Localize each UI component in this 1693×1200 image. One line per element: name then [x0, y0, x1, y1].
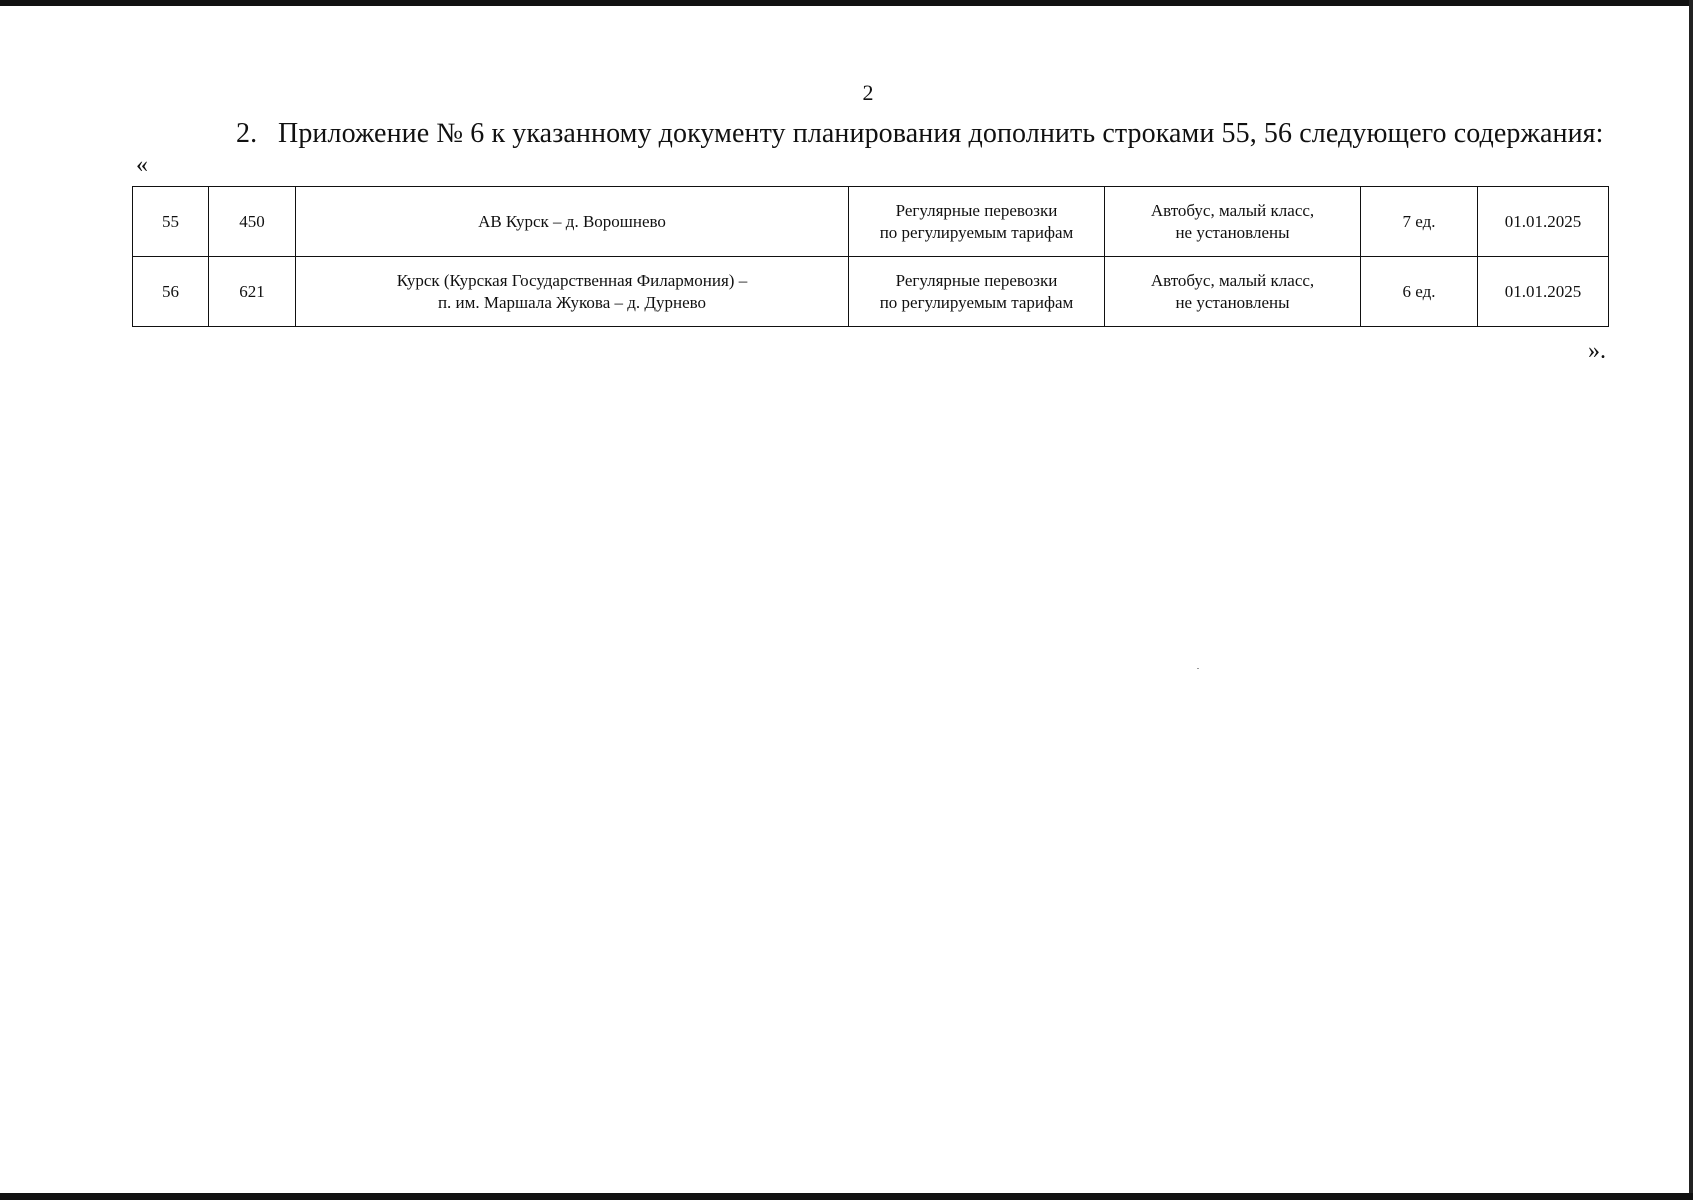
cell-vehicle [1105, 257, 1361, 327]
instruction-text: Приложение № 6 к указанному документу планирования дополнить строками 55, 56 следующего содержания: [278, 118, 1604, 149]
cell-date: 01.01.2025 [1478, 187, 1609, 257]
opening-quote: « [136, 152, 148, 178]
cell-units: 7 ед. [1361, 187, 1478, 257]
scan-speck [1197, 668, 1199, 669]
scan-border-right [1689, 0, 1693, 1200]
cell-route-number: 621 [209, 257, 296, 327]
instruction-paragraph [236, 118, 1604, 150]
route-name-line-2: п. им. Маршала Жукова – д. Дурнево [437, 292, 707, 312]
cell-transport-type [849, 257, 1105, 327]
transport-type-line-2: по регулируемым тарифам [879, 292, 1074, 312]
cell-route-number: 450 [209, 187, 296, 257]
cell-date: 01.01.2025 [1478, 257, 1609, 327]
route-name-line-1: Курск (Курская Государственная Филармония) – [396, 270, 748, 290]
scan-border-bottom [0, 1193, 1693, 1200]
table-row [133, 257, 1609, 327]
vehicle-line-1: Автобус, малый класс, [1150, 270, 1315, 290]
cell-units: 6 ед. [1361, 257, 1478, 327]
page-number: 2 [862, 80, 874, 105]
cell-vehicle [1105, 187, 1361, 257]
cell-route-name [296, 257, 849, 327]
cell-row-number: 56 [133, 257, 209, 327]
cell-transport-type [849, 187, 1105, 257]
vehicle-line-2: не установлены [1175, 222, 1290, 242]
table-row [133, 187, 1609, 257]
instruction-number: 2. [236, 118, 258, 149]
scan-border-top [0, 0, 1693, 6]
vehicle-line-1: Автобус, малый класс, [1150, 200, 1315, 220]
closing-quote: ». [1588, 338, 1606, 364]
transport-type-line-2: по регулируемым тарифам [879, 222, 1074, 242]
transport-type-line-1: Регулярные перевозки [895, 200, 1058, 220]
transport-type-line-1: Регулярные перевозки [895, 270, 1058, 290]
vehicle-line-2: не установлены [1175, 292, 1290, 312]
routes-table [132, 186, 1609, 327]
cell-route-name [296, 187, 849, 257]
route-name-line-1: АВ Курск – д. Ворошнево [478, 211, 666, 231]
cell-row-number: 55 [133, 187, 209, 257]
